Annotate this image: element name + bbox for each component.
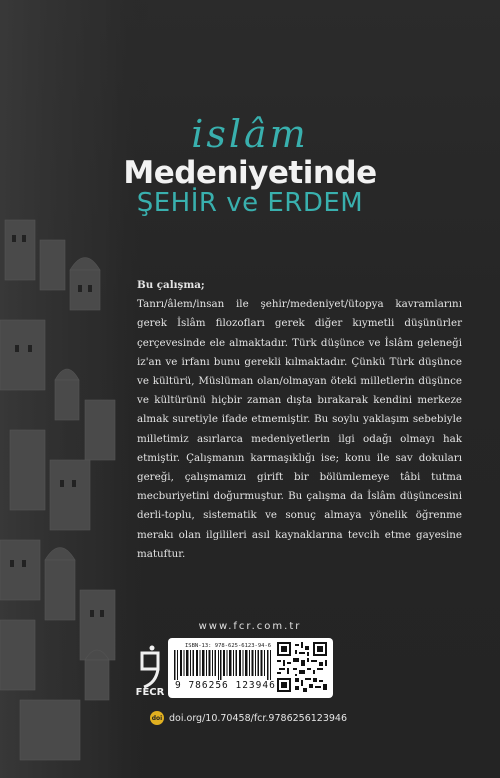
barcode-icon bbox=[174, 650, 272, 680]
qr-code-icon[interactable] bbox=[277, 642, 327, 692]
doi-row bbox=[150, 711, 347, 725]
blurb-heading: Bu çalışma; bbox=[137, 279, 205, 291]
title-medeniyetinde: Medeniyetinde bbox=[123, 155, 377, 191]
publisher-name: FECR bbox=[135, 687, 165, 698]
doi-link[interactable]: doi.org/10.70458/fcr.9786256123946 bbox=[169, 712, 348, 724]
publisher-website[interactable]: www.fcr.com.tr bbox=[198, 621, 302, 632]
doi-icon: doi bbox=[150, 711, 164, 725]
isbn-label: ISBN-13: 978-625-6123-94-6 bbox=[185, 643, 272, 649]
blurb-paragraph: Tanrı/âlem/insan ile şehir/medeniyet/ütopya kavramlarını gerek İslâm filozofları gerek diğer kıymetli düşünürler çerçevesinde ele almaktadır. Türk düşünce ve İslâm geleneği iz'an ve irfanı bunu gerekli kılmaktadır. Çünkü Türk düşünce ve kültürü, Müslüman olan/olmayan öteki milletlerin düşünce ve kültürünü hiçbir zaman dışta bırakarak kendini merkeze almak suretiyle ifade etmemiştir. Bu soylu yaklaşım sebebiyle milletimiz asırlarca medeniyetlerin ilgi odağı olmayı hak etmiştir. Çalışmanın karmaşıklığı ise; konu ile sav dokuları gereği, çalışmamızı girift bir bölümlemeye tâbi tutma mecburiyetini doğurmuştur. Bu çalışma da İslâm düşüncesini derli-toplu, sistematik ve sonuç almaya yönelik öğrenme merakı olan ilgilileri asıl kaynaklarına tevcih etme gayesine matuftur. bbox=[137, 298, 462, 560]
isbn-digits: 9 786256 123946 bbox=[175, 680, 276, 691]
title-islam: islâm bbox=[191, 112, 309, 156]
title-sehir-ve-erdem: ŞEHİR ve ERDEM bbox=[136, 188, 364, 218]
blurb bbox=[137, 276, 462, 564]
